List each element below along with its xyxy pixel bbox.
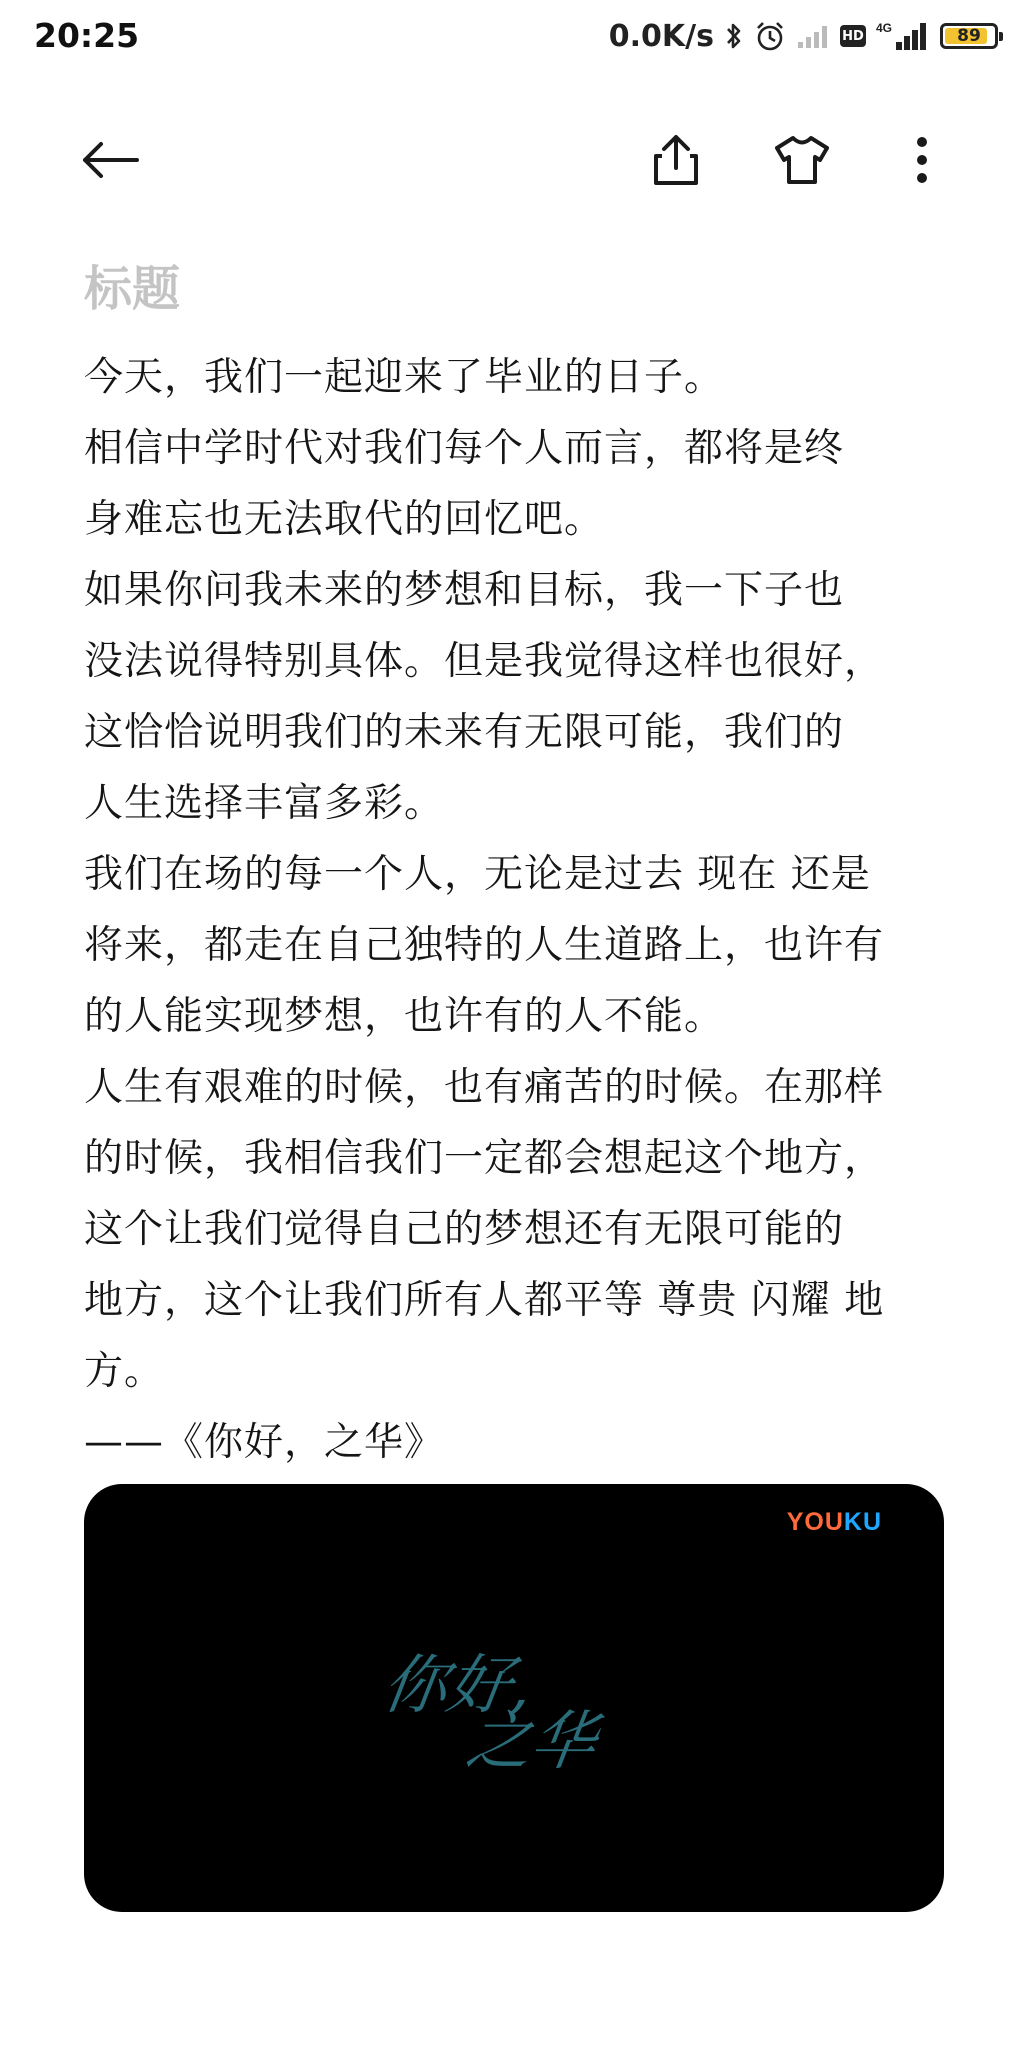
note-line: ——《你好，之华》 [84, 1420, 445, 1465]
calligraphy-line2: 之华 [461, 1705, 601, 1779]
more-button[interactable] [890, 128, 954, 192]
status-icons [609, 18, 998, 54]
youku-logo [787, 1508, 882, 1537]
arrow-left-icon [81, 140, 139, 180]
network-type-label: 4G [876, 21, 893, 35]
note-line: 人生选择丰富多彩。 [84, 781, 445, 826]
note-line: 方。 [84, 1349, 165, 1394]
calligraphy-line1: 你好, [377, 1649, 537, 1723]
signal-icon [876, 20, 930, 52]
theme-button[interactable] [770, 128, 834, 192]
battery-level: 89 [957, 26, 981, 46]
note-line: 今天，我们一起迎来了毕业的日子。 [84, 355, 725, 400]
note-line: 地方，这个让我们所有人都平等 尊贵 闪耀 地 [84, 1278, 885, 1323]
video-player[interactable] [84, 1484, 944, 1912]
hd-icon: HD [840, 25, 866, 47]
bluetooth-icon [724, 21, 744, 51]
status-time: 20:25 [34, 16, 140, 55]
note-line: 的人能实现梦想，也许有的人不能。 [84, 994, 725, 1039]
note-body[interactable] [84, 342, 964, 1478]
network-speed: 0.0K/s [608, 18, 714, 54]
note-line: 相信中学时代对我们每个人而言，都将是终 [84, 426, 845, 471]
alarm-icon [754, 20, 786, 52]
share-icon [652, 134, 700, 186]
note-line: 如果你问我未来的梦想和目标，我一下子也 [84, 568, 845, 613]
share-button[interactable] [644, 128, 708, 192]
youku-logo-part2: KU [843, 1508, 882, 1536]
note-line: 身难忘也无法取代的回忆吧。 [84, 497, 605, 542]
wifi-icon [796, 22, 830, 50]
note-title-input[interactable]: 标题 [84, 261, 181, 317]
more-vertical-icon [915, 136, 929, 184]
status-bar [0, 0, 1024, 72]
youku-logo-part1: YOU [786, 1508, 844, 1536]
back-button[interactable] [78, 128, 142, 192]
note-line: 这恰恰说明我们的未来有无限可能，我们的 [84, 710, 845, 755]
tshirt-icon [774, 135, 830, 185]
video-thumbnail-title [377, 1634, 664, 1779]
note-line: 我们在场的每一个人，无论是过去 现在 还是 [84, 852, 871, 897]
note-line: 人生有艰难的时候，也有痛苦的时候。在那样 [84, 1065, 885, 1110]
note-line: 将来，都走在自己独特的人生道路上，也许有 [84, 923, 885, 968]
battery-icon [940, 23, 998, 49]
note-line: 的时候，我相信我们一定都会想起这个地方， [84, 1136, 885, 1181]
note-toolbar [0, 110, 1024, 210]
note-line: 这个让我们觉得自己的梦想还有无限可能的 [84, 1207, 845, 1252]
note-line: 没法说得特别具体。但是我觉得这样也很好， [84, 639, 885, 684]
